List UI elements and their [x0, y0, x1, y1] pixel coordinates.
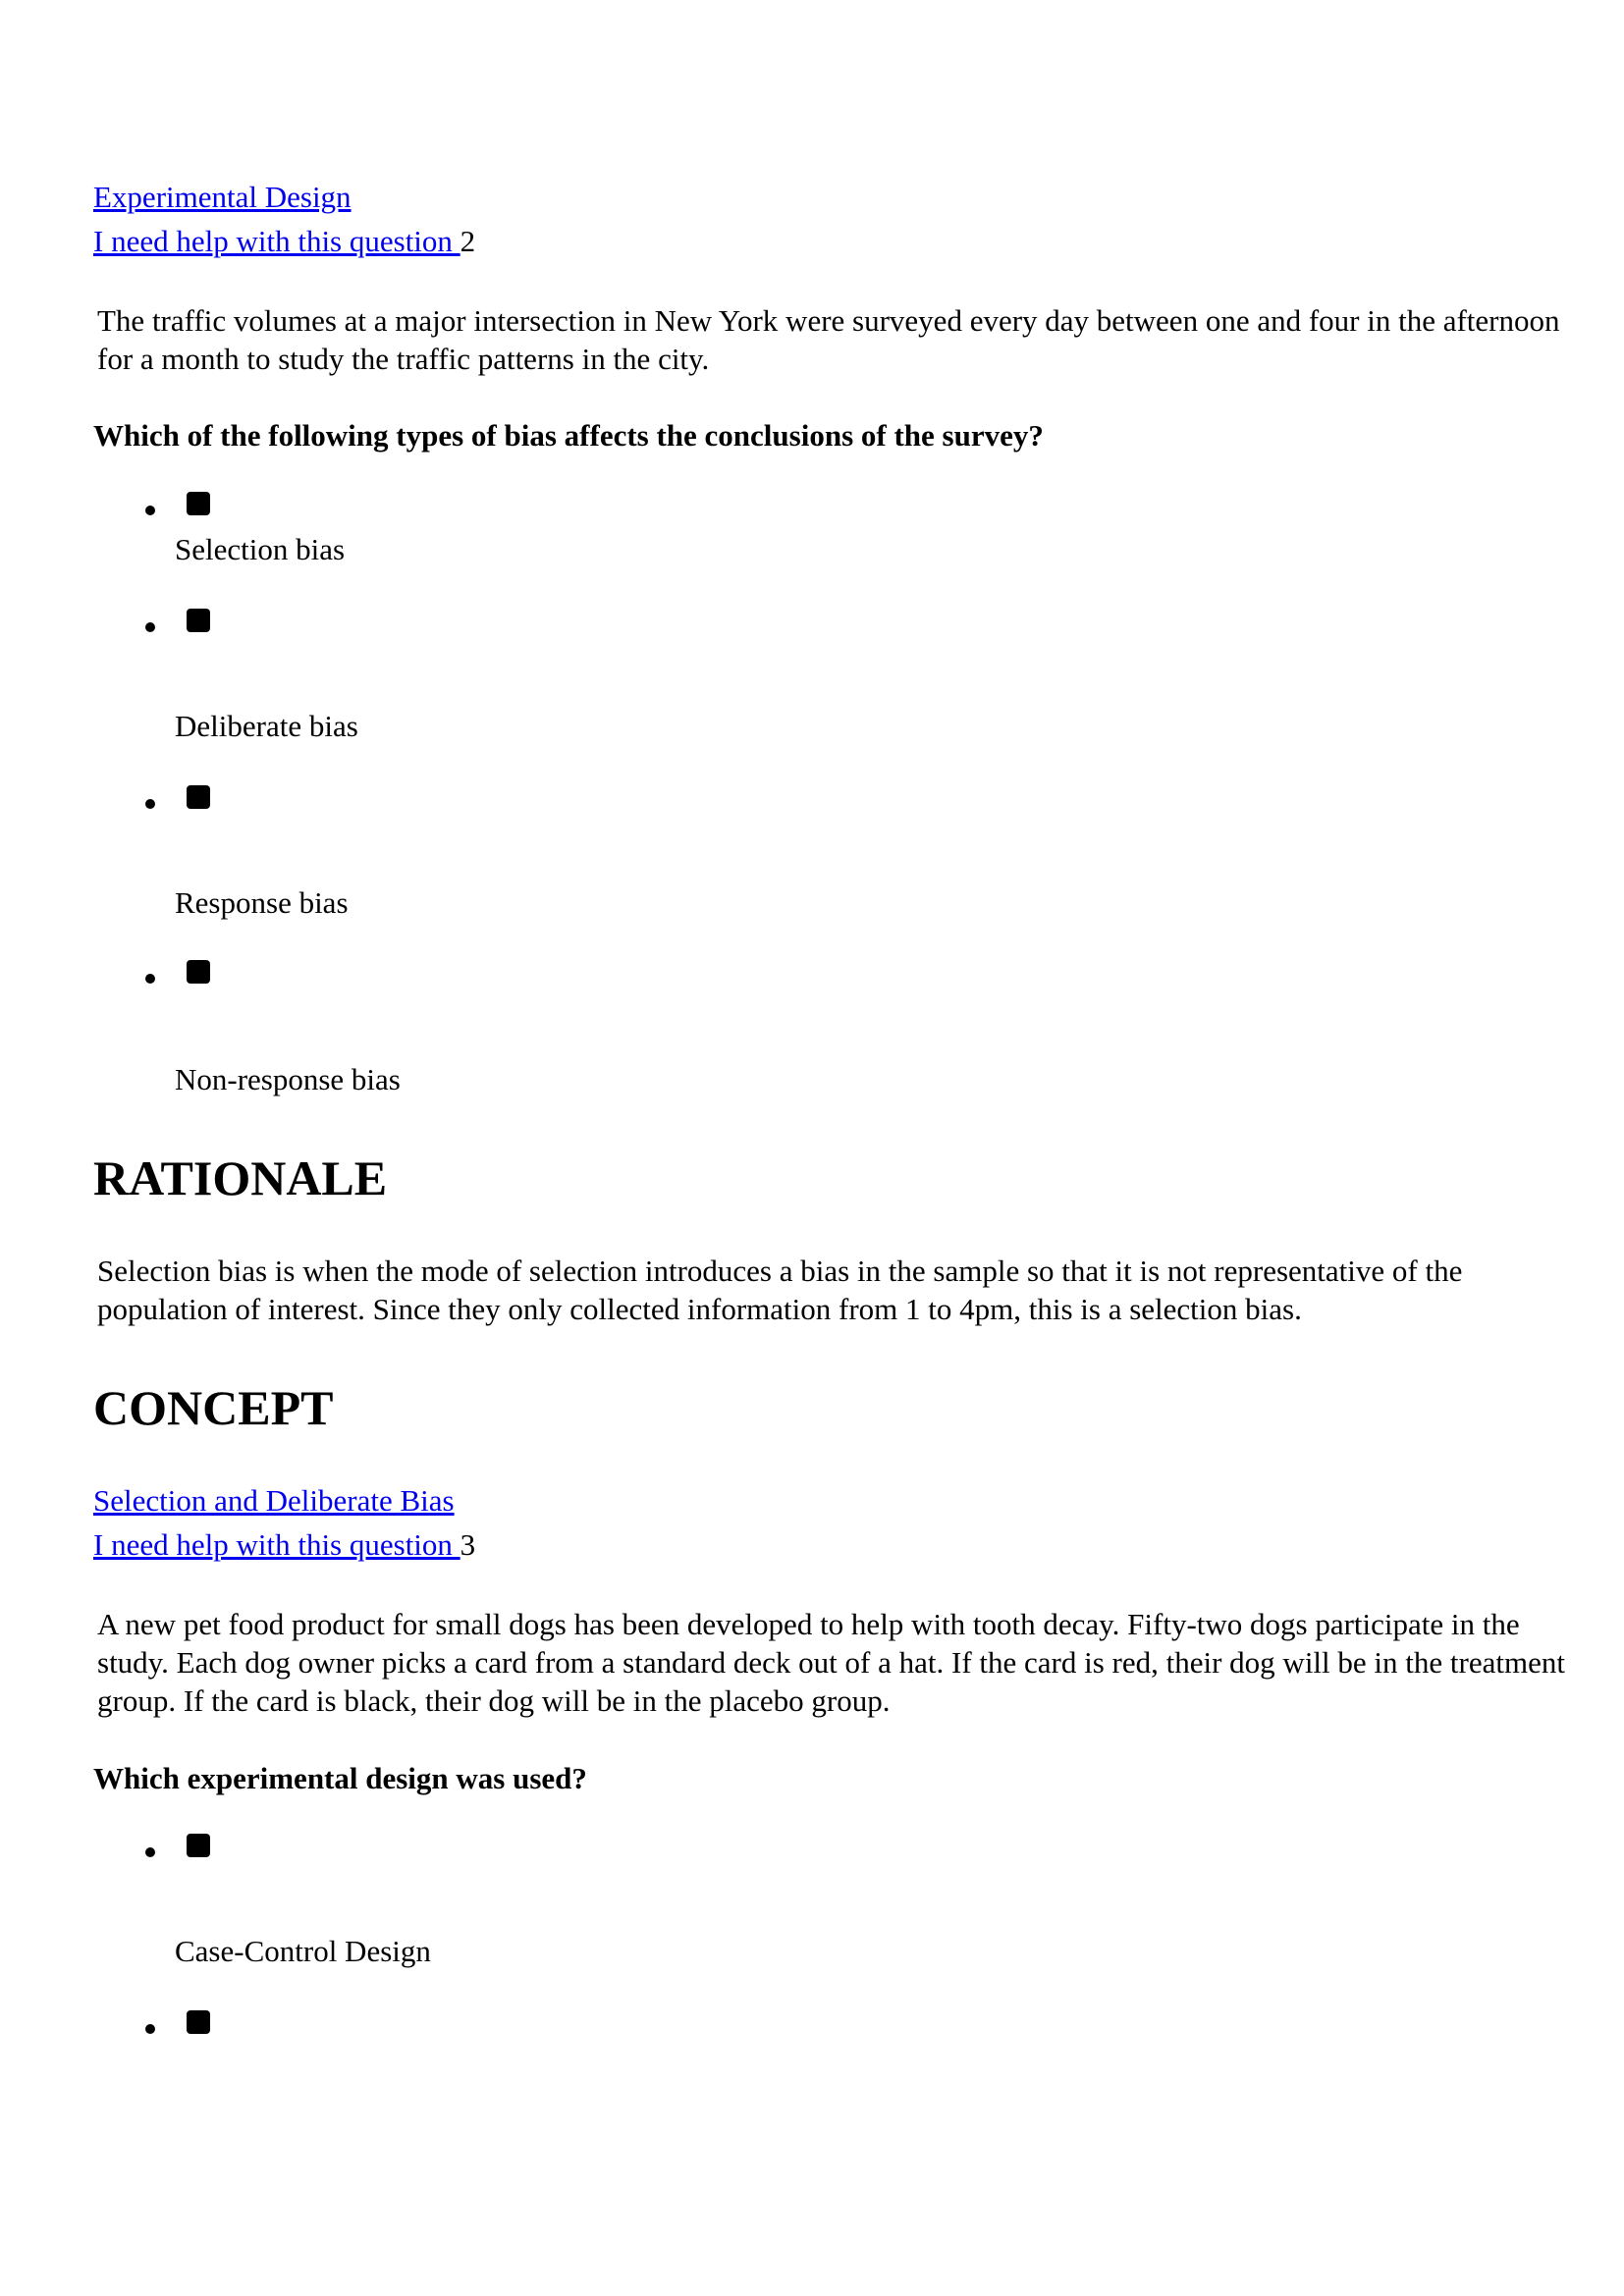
rationale-text: Selection bias is when the mode of selection introduces a bias in the sample so that it is not representative of the population of interest. Since they only collected information from 1 to 4pm, this is a selection bias.	[97, 1254, 1463, 1326]
option-label: Selection bias	[175, 532, 346, 566]
question-prompt: Which of the following types of bias affects the conclusions of the survey?	[93, 418, 1044, 453]
option-checkbox[interactable]	[187, 1834, 210, 1857]
option-label: Case-Control Design	[175, 1934, 431, 1968]
option-label: Deliberate bias	[175, 709, 358, 743]
topic-link-experimental-design[interactable]: Experimental Design	[93, 180, 352, 214]
question-number: 3	[460, 1527, 476, 1562]
help-link[interactable]: I need help with this question	[93, 224, 460, 258]
concept-heading: CONCEPT	[93, 1380, 334, 1435]
help-line-q2	[93, 222, 475, 260]
bullet	[145, 799, 155, 809]
option-checkbox[interactable]	[187, 785, 210, 809]
option-label: Response bias	[175, 885, 349, 920]
question-number: 2	[460, 224, 476, 258]
option-checkbox[interactable]	[187, 960, 210, 984]
question-prompt: Which experimental design was used?	[93, 1761, 587, 1795]
option-checkbox[interactable]	[187, 609, 210, 632]
bullet	[145, 1847, 155, 1857]
option-checkbox[interactable]	[187, 492, 210, 515]
question-stem: A new pet food product for small dogs has been developed to help with tooth decay. Fifty-two dogs participate in the study. Each dog owner picks a card from a standard deck out of a hat. If the card is red, their dog will be in the treatment group. If the card is black, their dog will be in the placebo group.	[97, 1607, 1565, 1718]
bullet	[145, 506, 155, 515]
rationale-heading: RATIONALE	[93, 1150, 388, 1205]
concept-link[interactable]: Selection and Deliberate Bias	[93, 1483, 455, 1518]
bullet	[145, 622, 155, 632]
bullet	[145, 2024, 155, 2034]
option-checkbox[interactable]	[187, 2010, 210, 2034]
help-link[interactable]: I need help with this question	[93, 1527, 460, 1562]
question-stem: The traffic volumes at a major intersection in New York were surveyed every day between one and four in the afternoon for a month to study the traffic patterns in the city.	[97, 303, 1560, 376]
help-line-q3	[93, 1525, 475, 1564]
option-label: Non-response bias	[175, 1062, 401, 1096]
bullet	[145, 974, 155, 984]
